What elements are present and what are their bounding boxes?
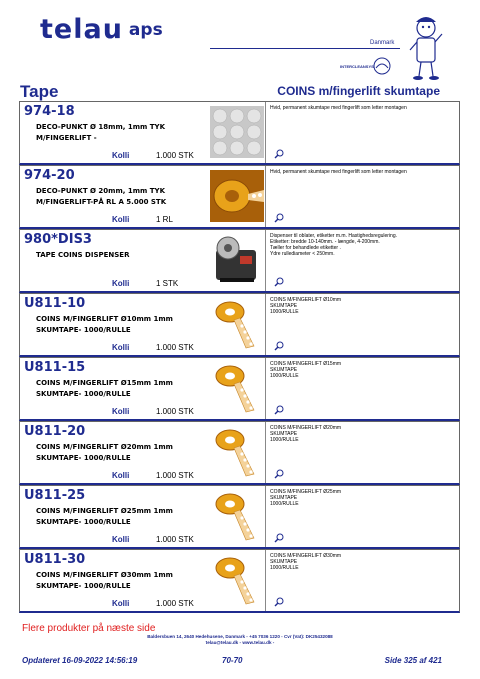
magnifier-icon[interactable] [274,469,284,479]
kolli-label: Kolli [112,471,130,480]
product-code[interactable]: U811-20 [24,424,86,439]
product-code[interactable]: U811-10 [24,296,86,311]
product-code[interactable]: U811-15 [24,360,86,375]
brand-name: telau [40,14,123,45]
product-info: COINS M/FINGERLIFT Ø10mm SKUMTAPE 1000/RULLE [270,297,342,315]
partner-logo-icon [340,56,396,82]
partner-logo-text: INTERCLEANSYS [340,64,374,69]
product-description: TAPE COINS DISPENSER [36,251,130,259]
product-info: Hvid, permanent skumtape med fingerlift som letter montagen [270,105,407,111]
footer-range: 70-70 [222,656,243,665]
product-info: COINS M/FINGERLIFT Ø25mm SKUMTAPE 1000/RULLE [270,489,342,507]
product-list [19,101,460,613]
tape-roll-icon [210,426,264,478]
product-info: COINS M/FINGERLIFT Ø30mm SKUMTAPE 1000/RULLE [270,553,342,571]
section-subtitle: COINS m/fingerlift skumtape [277,84,440,98]
product-row [19,165,460,229]
product-row [19,101,460,165]
magnifier-icon[interactable] [274,277,284,287]
product-quantity: 1.000 STK [156,151,194,160]
magnifier-icon[interactable] [274,149,284,159]
product-quantity: 1.000 STK [156,471,194,480]
product-row [19,485,460,549]
section-title: Tape [20,82,59,101]
product-image[interactable] [210,490,264,542]
kolli-label: Kolli [112,151,130,160]
product-code[interactable]: U811-30 [24,552,86,567]
product-description: DECO-PUNKT Ø 18mm, 1mm TYK M/FINGERLIFT - [36,123,166,142]
product-code[interactable]: 974-18 [24,104,75,119]
product-quantity: 1.000 STK [156,599,194,608]
product-image[interactable] [210,426,264,478]
product-description: COINS M/FINGERLIFT Ø15mm 1mm SKUMTAPE- 1000/RULLE [36,379,173,398]
kolli-label: Kolli [112,599,130,608]
product-code[interactable]: U811-25 [24,488,86,503]
product-quantity: 1.000 STK [156,407,194,416]
product-code[interactable]: 974-20 [24,168,75,183]
kolli-label: Kolli [112,535,130,544]
product-code[interactable]: 980*DIS3 [24,232,92,247]
country-label: Danmark [370,40,395,46]
product-quantity: 1 STK [156,279,179,288]
header-divider [210,48,400,49]
product-description: COINS M/FINGERLIFT Ø10mm 1mm SKUMTAPE- 1000/RULLE [36,315,173,334]
magnifier-icon[interactable] [274,405,284,415]
dispenser-icon [210,234,264,286]
partner-logo [340,56,396,82]
footer-page-number: Side 325 af 421 [384,656,442,665]
tape-roll-photo-icon [210,170,264,222]
product-info: Dispenser til oblater, etiketter m.m. Hastighedsregulering. Etiketter: bredde 10-140mm. - længde, 4-200mm. Tæller for behandlede etiketter . Ydre rullediameter < 250mm. [270,233,398,257]
magnifier-icon[interactable] [274,213,284,223]
product-image[interactable] [210,298,264,350]
company-address: Baldersbuen 14, 2640 Hedehusene, Danmark - +45 7036 1220 - Cvr (Vat): DK25432088 telau@telau.dk - www.telau.dk - [147,634,333,645]
magnifier-icon[interactable] [274,533,284,543]
product-info: COINS M/FINGERLIFT Ø15mm SKUMTAPE 1000/RULLE [270,361,342,379]
product-description: DECO-PUNKT Ø 20mm, 1mm TYK M/FINGERLIFT-PÅ RL A 5.000 STK [36,187,167,206]
mascot-image [404,12,446,82]
product-info: Hvid, permanent skumtape med fingerlift som letter montagen [270,169,407,175]
product-quantity: 1.000 STK [156,343,194,352]
product-image[interactable] [210,234,264,286]
dots-sheet-icon [210,106,264,158]
mascot-cleaner-icon [404,12,446,82]
tape-roll-icon [210,298,264,350]
magnifier-icon[interactable] [274,597,284,607]
kolli-label: Kolli [112,407,130,416]
product-row [19,293,460,357]
more-products-notice: Flere produkter på næste side [22,623,156,634]
tape-roll-icon [210,362,264,414]
brand-suffix: aps [128,20,163,40]
tape-roll-icon [210,490,264,542]
product-row [19,357,460,421]
product-image[interactable] [210,362,264,414]
company-logo [40,14,163,45]
product-description: COINS M/FINGERLIFT Ø20mm 1mm SKUMTAPE- 1000/RULLE [36,443,173,462]
product-quantity: 1 RL [156,215,173,224]
footer-updated: Opdateret 16-09-2022 14:56:19 [22,656,138,665]
product-row [19,229,460,293]
product-row [19,421,460,485]
kolli-label: Kolli [112,343,130,352]
product-info: COINS M/FINGERLIFT Ø20mm SKUMTAPE 1000/RULLE [270,425,342,443]
kolli-label: Kolli [112,279,130,288]
product-row [19,549,460,613]
kolli-label: Kolli [112,215,130,224]
product-image[interactable] [210,106,264,158]
magnifier-icon[interactable] [274,341,284,351]
tape-roll-icon [210,554,264,606]
product-description: COINS M/FINGERLIFT Ø30mm 1mm SKUMTAPE- 1000/RULLE [36,571,173,590]
product-quantity: 1.000 STK [156,535,194,544]
product-image[interactable] [210,554,264,606]
product-description: COINS M/FINGERLIFT Ø25mm 1mm SKUMTAPE- 1000/RULLE [36,507,173,526]
product-image[interactable] [210,170,264,222]
